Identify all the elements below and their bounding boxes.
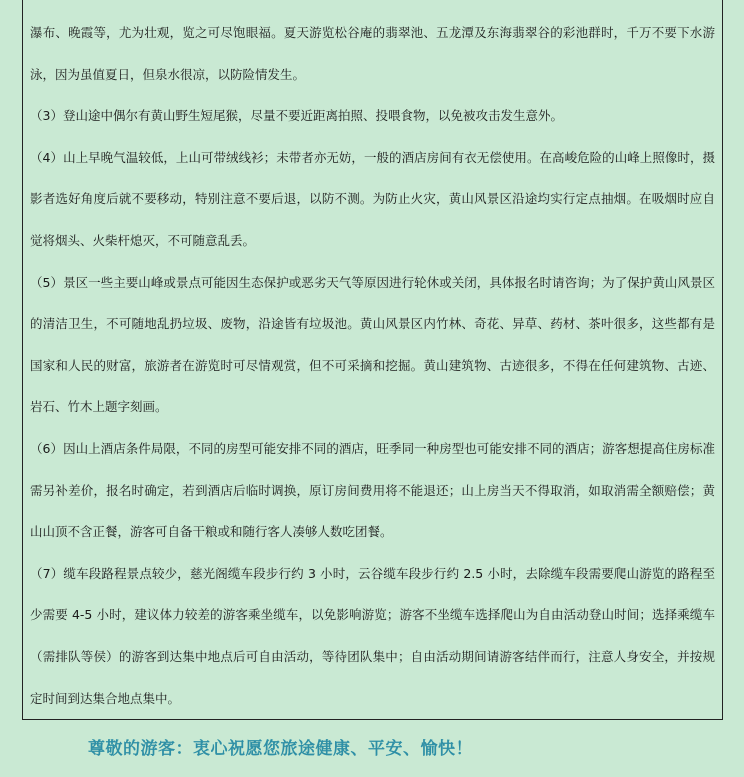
travel-notice-box xyxy=(22,0,723,720)
notice-paragraph-environment: （5）景区一些主要山峰或景点可能因生态保护或恶劣天气等原因进行轮休或关闭，具体报名时请咨询；为了保护黄山风景区的清洁卫生，不可随地乱扔垃圾、废物，沿途皆有垃圾池。黄山风景区内竹林、奇花、异草、药材、茶叶很多，这些都有是国家和人民的财富，旅游者在游览时可尽情观赏，但不可采摘和挖掘。黄山建筑物、古迹很多，不得在任何建筑物、古迹、岩石、竹木上题字刻画。 xyxy=(30,274,715,415)
notice-paragraph-scenery: 瀑布、晚霞等，尤为壮观，览之可尽饱眼福。夏天游览松谷庵的翡翠池、五龙潭及东海翡翠谷的彩池群时，千万不要下水游泳，因为虽值夏日，但泉水很凉，以防险情发生。 xyxy=(30,25,715,82)
notice-paragraph-hotel: （6）因山上酒店条件局限，不同的房型可能安排不同的酒店，旺季同一种房型也可能安排不同的酒店；游客想提高住房标准需另补差价，报名时确定，若到酒店后临时调换，原订房间费用将不能退还；山上房当天不得取消，如取消需全额赔偿；黄山山顶不含正餐，游客可自备干粮或和随行客人凑够人数吃团餐。 xyxy=(30,440,715,540)
notice-paragraph-monkeys: （3）登山途中偶尔有黄山野生短尾猴，尽量不要近距离拍照、投喂食物，以免被攻击发生意外。 xyxy=(30,108,563,124)
greeting-message: 尊敬的游客：衷心祝愿您旅途健康、平安、愉快！ xyxy=(88,739,473,759)
notice-paragraph-cable-car: （7）缆车段路程景点较少，慈光阁缆车段步行约 3 小时，云谷缆车段步行约 2.5 小时，去除缆车段需要爬山游览的路程至少需要 4-5 小时，建议体力较差的游客乘坐缆车，以免影响游览；游客不坐缆车选择爬山为自由活动登山时间；选择乘缆车（需排队等侯）的游客到达集中地点后可自由活动，等待团队集中；自由活动期间请游客结伴而行，注意人身安全，并按规定时间到达集合地点集中。 xyxy=(30,565,715,706)
notice-paragraph-weather-safety: （4）山上早晚气温较低，上山可带绒线衫；未带者亦无妨，一般的酒店房间有衣无偿使用。在高峻危险的山峰上照像时，摄影者选好角度后就不要移动，特别注意不要后退，以防不测。为防止火灾，黄山风景区沿途均实行定点抽烟。在吸烟时应自觉将烟头、火柴杆熄灭，不可随意乱丢。 xyxy=(30,149,715,248)
